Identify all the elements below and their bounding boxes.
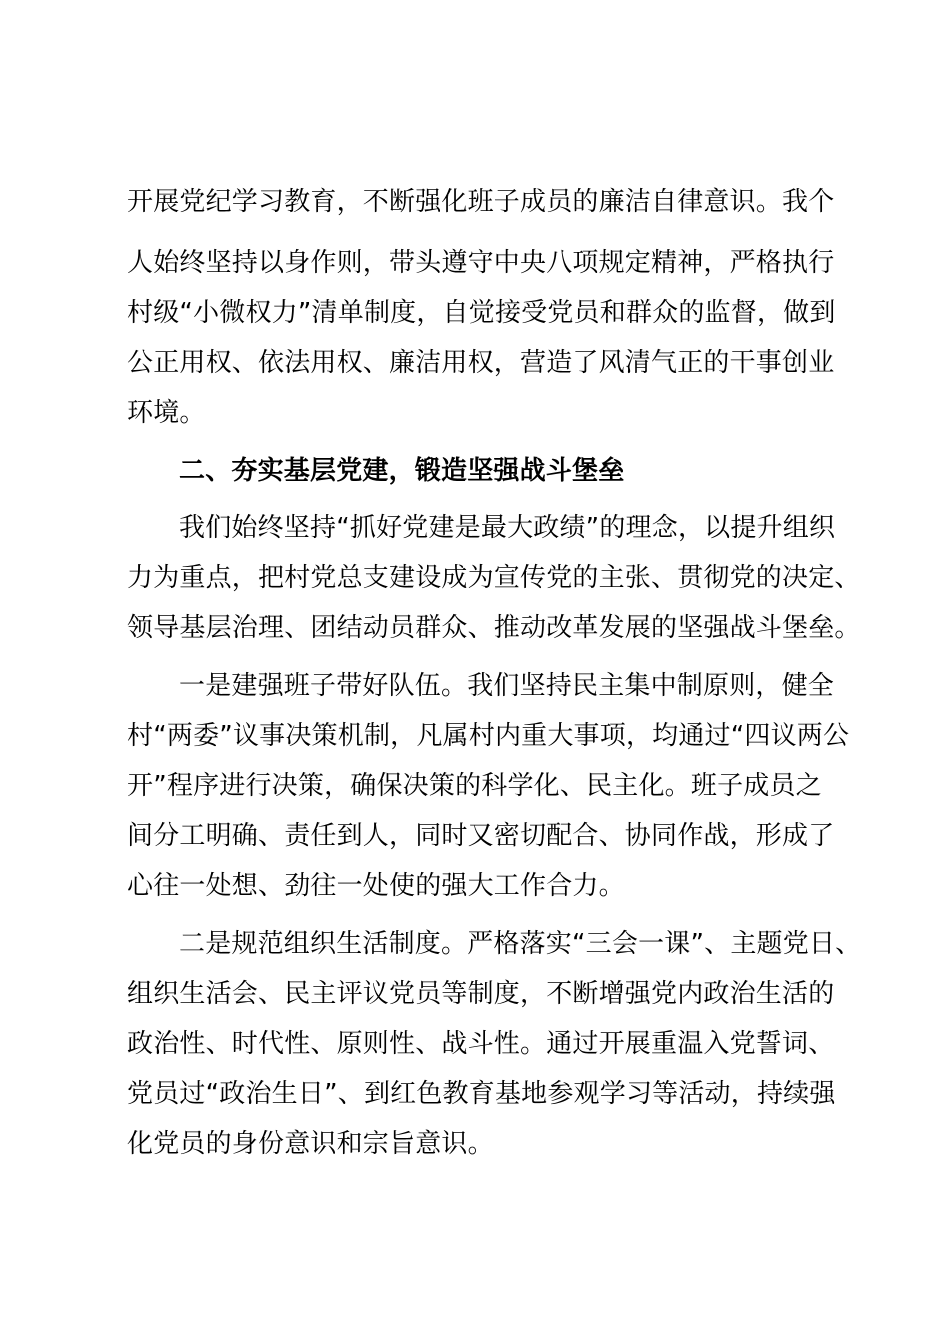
paragraph-2-line-3: 领导基层治理、团结动员群众、推动改革发展的坚强战斗堡垒。 [127, 613, 861, 643]
paragraph-1-line-5: 环境。 [127, 398, 206, 428]
paragraph-3-line-3: 开”程序进行决策，确保决策的科学化、民主化。班子成员之 [127, 771, 822, 801]
paragraph-4-line-1: 二是规范组织生活制度。严格落实“三会一课”、主题党日、 [179, 929, 862, 959]
paragraph-3-line-4: 间分工明确、责任到人，同时又密切配合、协同作战，形成了 [127, 821, 835, 851]
paragraph-4-line-2: 组织生活会、民主评议党员等制度，不断增强党内政治生活的 [127, 979, 835, 1009]
paragraph-3-line-2: 村“两委”议事决策机制，凡属村内重大事项，均通过“四议两公 [127, 721, 850, 751]
paragraph-4-line-5: 化党员的身份意识和宗旨意识。 [127, 1129, 494, 1159]
paragraph-1-line-4: 公正用权、依法用权、廉洁用权，营造了风清气正的干事创业 [127, 348, 835, 378]
paragraph-3-line-1: 一是建强班子带好队伍。我们坚持民主集中制原则，健全 [179, 671, 835, 701]
paragraph-2-line-1: 我们始终坚持“抓好党建是最大政绩”的理念，以提升组织 [179, 513, 836, 543]
paragraph-1-line-3: 村级“小微权力”清单制度，自觉接受党员和群众的监督，做到 [127, 298, 836, 328]
paragraph-4-line-4: 党员过“政治生日”、到红色教育基地参观学习等活动，持续强 [127, 1079, 836, 1109]
section-heading-2: 二、夯实基层党建，锻造坚强战斗堡垒 [179, 456, 625, 486]
paragraph-3-line-5: 心往一处想、劲往一处使的强大工作合力。 [127, 871, 625, 901]
paragraph-4-line-3: 政治性、时代性、原则性、战斗性。通过开展重温入党誓词、 [127, 1029, 835, 1059]
paragraph-2-line-2: 力为重点，把村党总支建设成为宣传党的主张、贯彻党的决定、 [127, 563, 861, 593]
paragraph-1-line-1: 开展党纪学习教育，不断强化班子成员的廉洁自律意识。我个 [127, 187, 835, 217]
paragraph-1-line-2: 人始终坚持以身作则，带头遵守中央八项规定精神，严格执行 [127, 248, 835, 278]
